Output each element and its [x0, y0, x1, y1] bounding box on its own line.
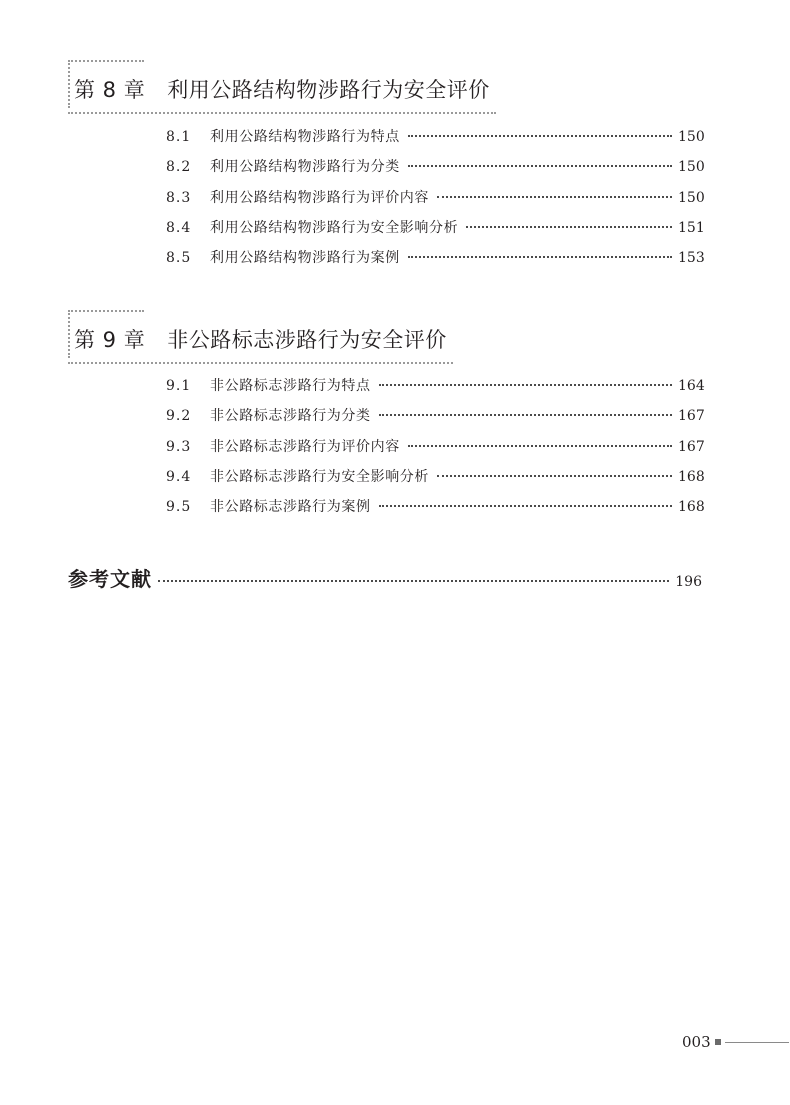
- references-title: 参考文献: [68, 567, 152, 591]
- toc-entry[interactable]: [166, 496, 705, 526]
- heading-dotted-border: [68, 362, 453, 364]
- dot-leader: [466, 226, 672, 228]
- section-title: 非公路标志涉路行为分类: [210, 408, 371, 425]
- heading-dotted-border: [68, 310, 70, 358]
- section-title: 利用公路结构物涉路行为案例: [210, 250, 400, 267]
- chapter-9-heading: [68, 320, 453, 358]
- chapter-8-toc: [166, 126, 705, 277]
- section-title: 利用公路结构物涉路行为分类: [210, 159, 400, 176]
- dot-leader: [379, 505, 672, 507]
- chapter-title: 利用公路结构物涉路行为安全评价: [167, 78, 490, 102]
- section-title: 利用公路结构物涉路行为评价内容: [210, 189, 429, 206]
- toc-entry[interactable]: [166, 187, 705, 217]
- dot-leader: [158, 580, 669, 582]
- toc-entry[interactable]: [166, 156, 705, 186]
- heading-dotted-border: [68, 60, 144, 62]
- dot-leader: [437, 196, 672, 198]
- section-number: 8.5: [166, 250, 192, 267]
- page-number: 167: [678, 408, 705, 425]
- section-title: 非公路标志涉路行为案例: [210, 499, 371, 516]
- toc-entry[interactable]: [166, 436, 705, 466]
- toc-entry[interactable]: [166, 375, 705, 405]
- dot-leader: [408, 256, 672, 258]
- section-title: 非公路标志涉路行为安全影响分析: [210, 468, 429, 485]
- chapter-8-heading: [68, 70, 496, 108]
- page-number: 196: [675, 574, 702, 590]
- chapter-title: 非公路标志涉路行为安全评价: [167, 328, 447, 352]
- section-number: 8.3: [166, 189, 192, 206]
- heading-dotted-border: [68, 310, 144, 312]
- chapter-number: 第 9 章: [74, 328, 146, 352]
- page-number: 168: [678, 499, 705, 516]
- page-number: 164: [678, 378, 705, 394]
- section-number: 9.3: [166, 438, 192, 455]
- dot-leader: [408, 165, 672, 167]
- toc-entry[interactable]: [166, 247, 705, 277]
- dot-leader: [379, 384, 672, 386]
- section-title: 非公路标志涉路行为评价内容: [210, 438, 400, 455]
- page-number: 150: [678, 159, 705, 176]
- dot-leader: [437, 475, 672, 477]
- page-number: 153: [678, 250, 705, 267]
- dot-leader: [379, 414, 672, 416]
- section-title: 利用公路结构物涉路行为安全影响分析: [210, 219, 459, 236]
- toc-entry[interactable]: [166, 405, 705, 435]
- folio: [682, 1033, 789, 1051]
- dot-leader: [408, 135, 672, 137]
- dot-leader: [408, 445, 672, 447]
- heading-dotted-border: [68, 60, 70, 108]
- section-title: 利用公路结构物涉路行为特点: [210, 129, 400, 145]
- page-number: 151: [678, 219, 705, 236]
- page-number: 150: [678, 129, 705, 145]
- page-number: 168: [678, 468, 705, 485]
- toc-entry[interactable]: [166, 217, 705, 247]
- section-number: 9.5: [166, 499, 192, 516]
- chapter-9-toc: [166, 375, 705, 526]
- section-title: 非公路标志涉路行为特点: [210, 378, 371, 394]
- toc-entry[interactable]: [166, 126, 705, 156]
- folio-number: 003: [682, 1033, 711, 1051]
- folio-square-mark: [715, 1039, 721, 1045]
- section-number: 9.1: [166, 378, 192, 394]
- toc-entry[interactable]: [166, 466, 705, 496]
- folio-rule: [725, 1042, 789, 1043]
- page-number: 150: [678, 189, 705, 206]
- page-number: 167: [678, 438, 705, 455]
- section-number: 9.4: [166, 468, 192, 485]
- chapter-number: 第 8 章: [74, 78, 146, 102]
- section-number: 8.4: [166, 219, 192, 236]
- heading-dotted-border: [68, 112, 496, 114]
- section-number: 8.1: [166, 129, 192, 145]
- references-entry[interactable]: [68, 563, 702, 592]
- section-number: 9.2: [166, 408, 192, 425]
- section-number: 8.2: [166, 159, 192, 176]
